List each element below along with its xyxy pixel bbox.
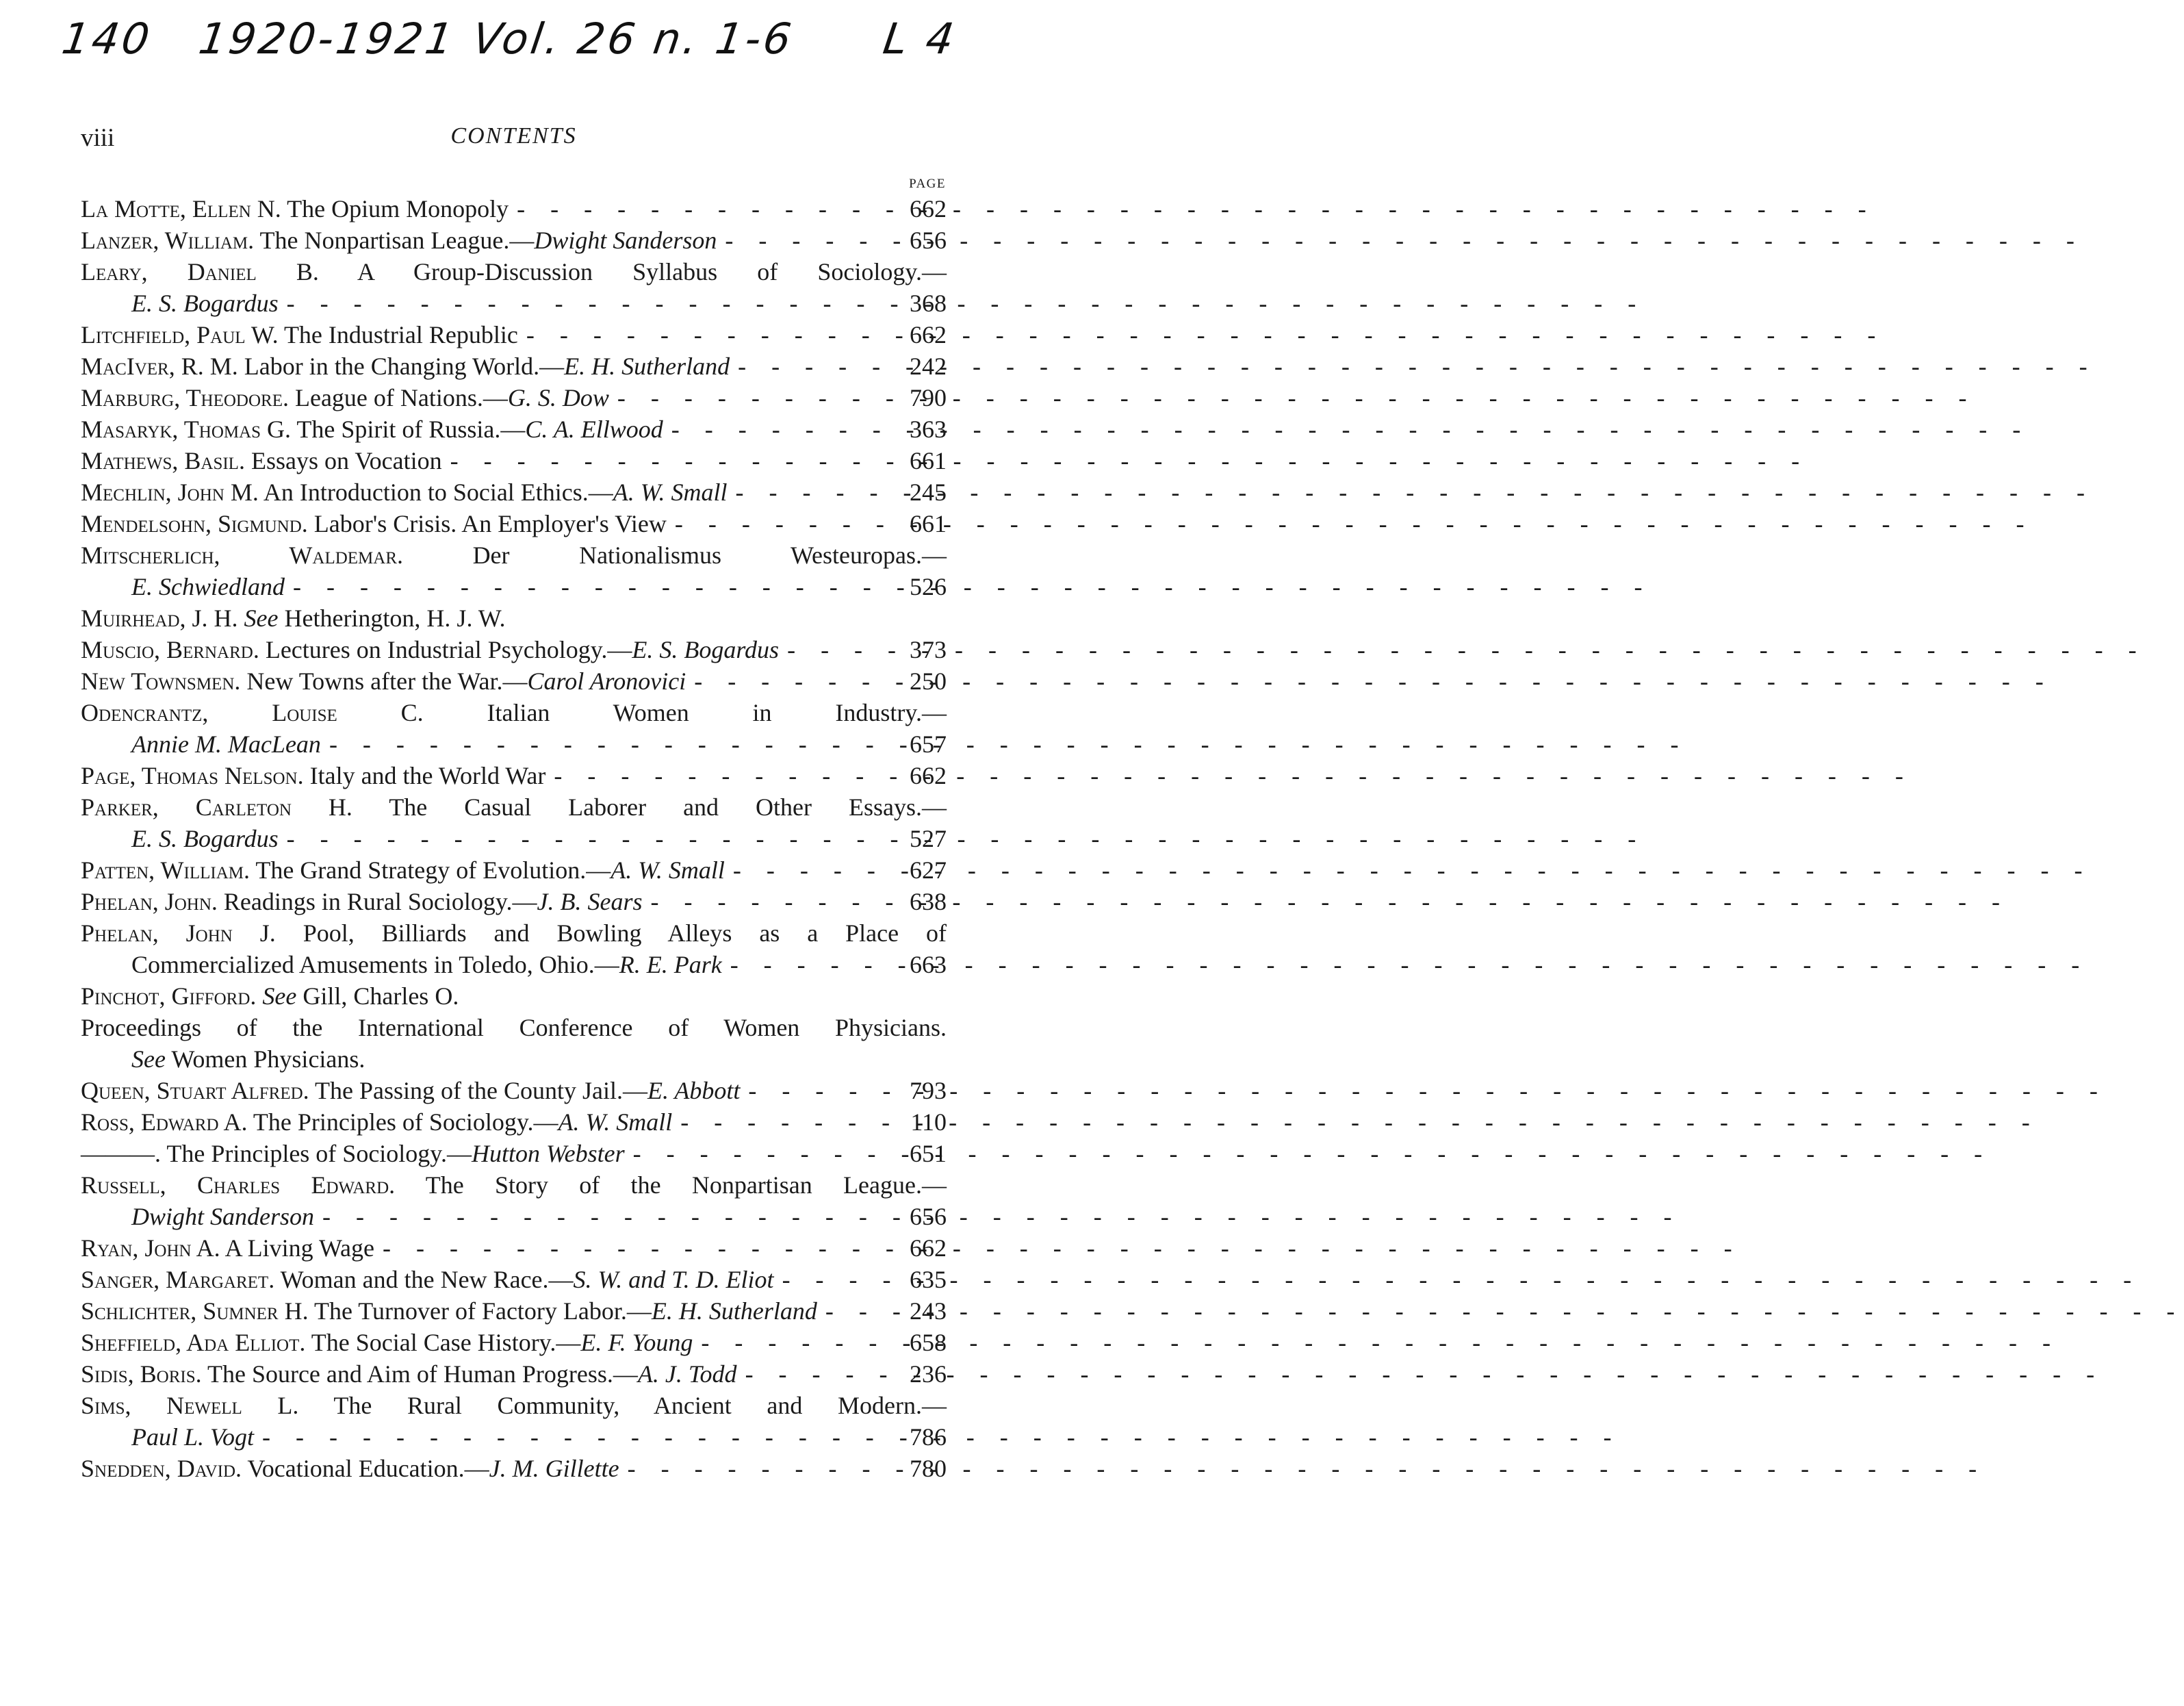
- list-item: [81, 1106, 947, 1138]
- page-header: [81, 123, 947, 164]
- entry-title: Italy and the World War: [309, 762, 546, 789]
- entry-reviewer: Dwight Sanderson: [131, 1203, 315, 1230]
- entry-page: 526: [910, 573, 947, 600]
- list-item: [81, 886, 947, 917]
- leader-dots: [686, 665, 904, 697]
- handwritten-volume: Vol. 26 n. 1-6: [470, 14, 797, 64]
- entry-author: Ryan, John A.: [81, 1234, 220, 1262]
- list-item: [81, 602, 947, 634]
- entry-reviewer: Paul L. Vogt: [131, 1423, 255, 1451]
- list-item: [81, 445, 947, 476]
- entry-page: 658: [910, 1329, 947, 1356]
- entry-page: 638: [910, 888, 947, 915]
- entry-reviewer: J. M. Gillette: [489, 1455, 619, 1482]
- leader-dots: [663, 413, 904, 445]
- handwritten-location: L 4: [880, 14, 960, 64]
- list-item: [81, 1138, 947, 1169]
- entry-title: Essays on Vocation: [250, 447, 442, 474]
- entry-author: Queen, Stuart Alfred.: [81, 1077, 309, 1104]
- entry-title: Labor's Crisis. An Employer's View: [313, 510, 667, 537]
- entry-reviewer: E. H. Sutherland: [651, 1297, 817, 1325]
- entry-title: A Living Wage: [224, 1234, 375, 1262]
- entry-page: 110: [910, 1108, 947, 1136]
- page-title: CONTENTS: [450, 123, 577, 149]
- list-item: [81, 256, 947, 319]
- list-item: [81, 854, 947, 886]
- entry-title: A Group-Discussion Syllabus of Sociology.—: [357, 258, 947, 285]
- list-item: [81, 791, 947, 854]
- leader-dots: [740, 1075, 904, 1106]
- entry-title: The Nonpartisan League.—: [259, 227, 535, 254]
- leader-dots: [643, 886, 904, 917]
- list-item: [81, 413, 947, 445]
- list-item: [81, 760, 947, 791]
- entry-reviewer: S. W. and T. D. Eliot: [573, 1266, 774, 1293]
- entry-title: New Towns after the War.—: [246, 667, 528, 695]
- entry-reviewer: Carol Aronovici: [527, 667, 686, 695]
- entry-author: Pinchot, Gifford.: [81, 982, 257, 1010]
- entry-page: 245: [910, 479, 947, 506]
- list-item: [81, 476, 947, 508]
- entry-title: League of Nations.—: [294, 384, 508, 411]
- entry-author: New Townsmen.: [81, 667, 241, 695]
- list-item: [81, 1358, 947, 1390]
- list-item: [81, 1169, 947, 1232]
- list-item: [81, 697, 947, 760]
- entry-page: 663: [910, 951, 947, 978]
- entry-page: 662: [910, 321, 947, 348]
- entry-reviewer: E. Abbott: [647, 1077, 741, 1104]
- entry-title: The Casual Laborer and Other Essays.—: [389, 793, 947, 821]
- leader-dots: [509, 193, 904, 225]
- leader-dots: [737, 1358, 904, 1390]
- entry-title: Proceedings of the International Conference of Women Physicians.: [81, 1014, 947, 1041]
- entry-reviewer: E. H. Sutherland: [564, 353, 730, 380]
- entry-reviewer: J. B. Sears: [537, 888, 643, 915]
- leader-dots: [619, 1453, 904, 1484]
- list-item: [81, 1327, 947, 1358]
- list-item: [81, 980, 947, 1012]
- entry-reviewer: A. W. Small: [611, 856, 725, 884]
- entry-reviewer: E. S. Bogardus: [131, 825, 279, 852]
- entry-author: Marburg, Theodore.: [81, 384, 289, 411]
- leader-dots: [693, 1327, 904, 1358]
- list-item: [81, 508, 947, 539]
- list-item: [81, 382, 947, 413]
- leader-dots: [672, 1106, 904, 1138]
- entry-title: An Introduction to Social Ethics.—: [263, 479, 613, 506]
- entry-title: Gill, Charles O.: [303, 982, 459, 1010]
- entry-title: Hetherington, H. J. W.: [284, 604, 506, 632]
- leader-dots: [321, 728, 904, 760]
- leader-dots: [545, 760, 904, 791]
- entry-page: 242: [910, 353, 947, 380]
- entry-title-continued: Women Physicians.: [171, 1045, 365, 1073]
- leader-dots: [254, 1421, 904, 1453]
- entry-author: Odencrantz, Louise C.: [81, 699, 424, 726]
- entry-author: Leary, Daniel B.: [81, 258, 319, 285]
- entry-reviewer: C. A. Ellwood: [525, 416, 663, 443]
- entry-reviewer: Hutton Webster: [471, 1140, 625, 1167]
- entry-page: 363: [910, 416, 947, 443]
- entry-reviewer: A. W. Small: [613, 479, 728, 506]
- entry-title: Italian Women in Industry.—: [487, 699, 947, 726]
- entry-author: Muscio, Bernard.: [81, 636, 259, 663]
- list-item: [81, 665, 947, 697]
- entry-see: See: [244, 604, 279, 632]
- entry-title: Der Nationalismus Westeuropas.—: [472, 542, 947, 569]
- entry-reviewer: E. S. Bogardus: [131, 290, 279, 317]
- leader-dots: [518, 319, 904, 351]
- entry-title: The Social Case History.—: [311, 1329, 581, 1356]
- entry-title: The Rural Community, Ancient and Modern.—: [333, 1392, 947, 1419]
- entry-author: La Motte, Ellen N.: [81, 195, 281, 222]
- entry-page: 651: [910, 1140, 947, 1167]
- leader-dots: [314, 1201, 904, 1232]
- entry-page: 662: [910, 762, 947, 789]
- entry-page: 373: [910, 636, 947, 663]
- entry-author: ———.: [81, 1140, 161, 1167]
- entry-page: 786: [910, 1423, 947, 1451]
- entry-title: The Grand Strategy of Evolution.—: [255, 856, 611, 884]
- entry-page: 368: [910, 290, 947, 317]
- entry-author: Mendelsohn, Sigmund.: [81, 510, 308, 537]
- entry-page: 657: [910, 730, 947, 758]
- entry-title: The Story of the Nonpartisan League.—: [425, 1171, 947, 1199]
- entry-page: 780: [910, 1455, 947, 1482]
- entry-title: The Industrial Republic: [283, 321, 518, 348]
- entry-page: 661: [910, 447, 947, 474]
- entry-title: The Opium Monopoly: [287, 195, 509, 222]
- entry-author: Muirhead, J. H.: [81, 604, 238, 632]
- entry-author: Sidis, Boris.: [81, 1360, 202, 1388]
- entry-page: 793: [910, 1077, 947, 1104]
- entry-title: Labor in the Changing World.—: [244, 353, 565, 380]
- entry-author: Page, Thomas Nelson.: [81, 762, 304, 789]
- leader-dots: [285, 571, 904, 602]
- list-item: [81, 634, 947, 665]
- entry-reviewer: R. E. Park: [619, 951, 722, 978]
- entry-title: The Turnover of Factory Labor.—: [313, 1297, 652, 1325]
- entry-author: Ross, Edward A.: [81, 1108, 248, 1136]
- leader-dots: [722, 949, 904, 980]
- entry-title: The Principles of Sociology.—: [166, 1140, 472, 1167]
- list-item: [81, 1295, 947, 1327]
- entry-title: Woman and the New Race.—: [280, 1266, 574, 1293]
- leader-dots: [779, 634, 904, 665]
- leader-dots: [374, 1232, 904, 1264]
- entry-author: Lanzer, William.: [81, 227, 255, 254]
- entry-author: Mathews, Basil.: [81, 447, 245, 474]
- entry-reviewer: Annie M. MacLean: [131, 730, 321, 758]
- list-item: [81, 193, 947, 225]
- leader-dots: [667, 508, 904, 539]
- entry-author: Mechlin, John M.: [81, 479, 259, 506]
- entry-reviewer: G. S. Dow: [507, 384, 609, 411]
- entry-page: 243: [910, 1297, 947, 1325]
- list-item: [81, 1453, 947, 1484]
- entry-title-continued: Commercialized Amusements in Toledo, Ohio.—: [131, 951, 619, 978]
- handwritten-number: 140: [59, 14, 155, 64]
- leader-dots: [730, 351, 904, 382]
- entry-title: The Principles of Sociology.—: [253, 1108, 558, 1136]
- contents-list: [81, 193, 947, 1484]
- entry-reviewer: E. F. Young: [580, 1329, 693, 1356]
- entry-author: Schlichter, Sumner H.: [81, 1297, 309, 1325]
- entry-author: MacIver, R. M.: [81, 353, 238, 380]
- entry-author: Phelan, John.: [81, 888, 218, 915]
- entry-title: Readings in Rural Sociology.—: [223, 888, 537, 915]
- entry-author: Russell, Charles Edward.: [81, 1171, 396, 1199]
- entry-author: Sanger, Margaret.: [81, 1266, 275, 1293]
- entry-page: 656: [910, 1203, 947, 1230]
- entry-author: Phelan, John J.: [81, 919, 276, 947]
- entry-author: Patten, William.: [81, 856, 250, 884]
- list-item: [81, 225, 947, 256]
- leader-dots: [609, 382, 904, 413]
- list-item: [81, 917, 947, 980]
- entry-author: Litchfield, Paul W.: [81, 321, 279, 348]
- entry-title: Pool, Billiards and Bowling Alleys as a Place of: [303, 919, 947, 947]
- entry-title: Vocational Education.—: [247, 1455, 489, 1482]
- leader-dots: [725, 854, 904, 886]
- list-item: [81, 1264, 947, 1295]
- entry-page: 627: [910, 856, 947, 884]
- list-item: [81, 1075, 947, 1106]
- list-item: [81, 319, 947, 351]
- entry-reviewer: A. J. Todd: [637, 1360, 737, 1388]
- list-item: [81, 1012, 947, 1075]
- entry-page: 790: [910, 384, 947, 411]
- entry-reviewer: E. S. Bogardus: [632, 636, 780, 663]
- entry-author: Snedden, David.: [81, 1455, 242, 1482]
- handwritten-years: 1920-1921: [196, 14, 459, 64]
- entry-page: 635: [910, 1266, 947, 1293]
- leader-dots: [727, 476, 904, 508]
- entry-title: The Source and Aim of Human Progress.—: [207, 1360, 638, 1388]
- entry-author: Mitscherlich, Waldemar.: [81, 542, 403, 569]
- entry-reviewer: A. W. Small: [558, 1108, 673, 1136]
- entry-page: 662: [910, 195, 947, 222]
- leader-dots: [279, 288, 904, 319]
- leader-dots: [774, 1264, 904, 1295]
- entry-page: 236: [910, 1360, 947, 1388]
- leader-dots: [717, 225, 904, 256]
- entry-title: The Passing of the County Jail.—: [315, 1077, 648, 1104]
- entry-see: See: [262, 982, 297, 1010]
- entry-title: Lectures on Industrial Psychology.—: [265, 636, 632, 663]
- entry-author: Sheffield, Ada Elliot.: [81, 1329, 306, 1356]
- list-item: [81, 1390, 947, 1453]
- entry-author: Parker, Carleton H.: [81, 793, 352, 821]
- entry-page: 661: [910, 510, 947, 537]
- entry-reviewer: E. Schwiedland: [131, 573, 285, 600]
- entry-page: 662: [910, 1234, 947, 1262]
- entry-author: Masaryk, Thomas G.: [81, 416, 292, 443]
- leader-dots: [625, 1138, 904, 1169]
- leader-dots: [279, 823, 904, 854]
- list-item: [81, 539, 947, 602]
- entry-page: 250: [910, 667, 947, 695]
- entry-page: 527: [910, 825, 947, 852]
- page-number: viii: [81, 124, 115, 152]
- entry-see: See: [131, 1045, 166, 1073]
- leader-dots: [817, 1295, 904, 1327]
- list-item: [81, 1232, 947, 1264]
- entry-title: The Spirit of Russia.—: [296, 416, 526, 443]
- page-column-heading: PAGE: [909, 177, 946, 191]
- handwritten-note: [44, 14, 970, 75]
- list-item: [81, 351, 947, 382]
- entry-page: 656: [910, 227, 947, 254]
- entry-reviewer: Dwight Sanderson: [534, 227, 717, 254]
- entry-author: Sims, Newell L.: [81, 1392, 299, 1419]
- leader-dots: [442, 445, 904, 476]
